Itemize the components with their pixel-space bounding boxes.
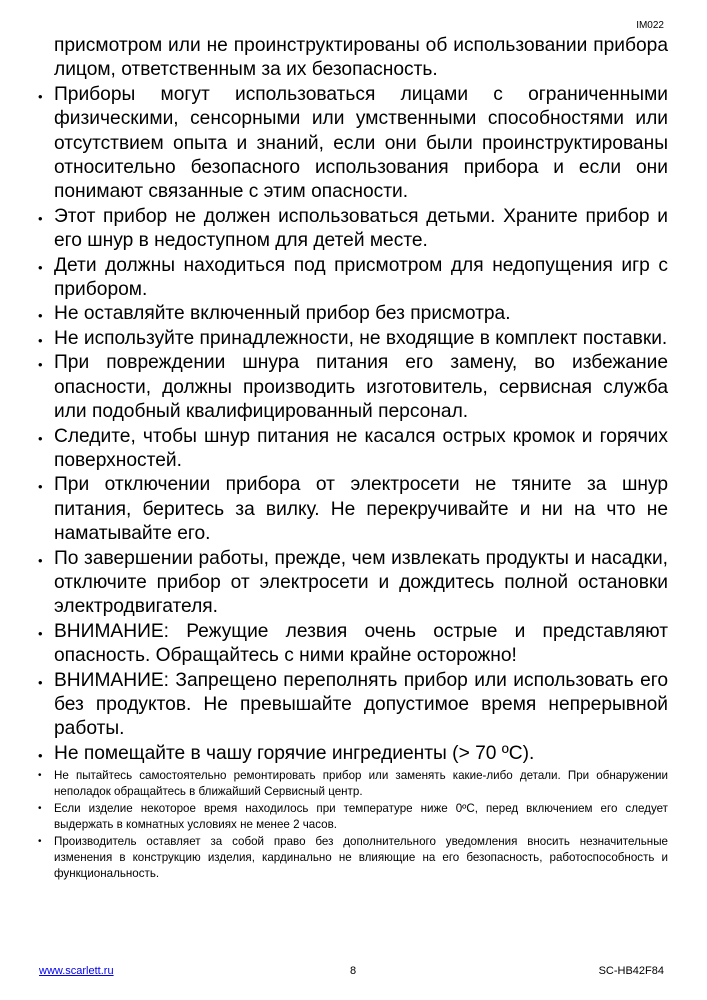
list-item-text: Не помещайте в чашу горячие ингредиенты (> 70 ºС). — [54, 742, 535, 764]
list-item-text: Не пытайтесь самостоятельно ремонтировать прибор или заменять какие-либо детали. При обнаружении неполадок обращайтесь в ближайший Сервисный центр. — [54, 769, 668, 799]
list-item — [38, 547, 668, 620]
bullet-icon: • — [38, 210, 43, 226]
bullet-icon: • — [38, 674, 43, 690]
list-item — [38, 83, 668, 205]
bullet-icon: • — [38, 479, 43, 495]
bullet-icon: • — [38, 88, 43, 104]
bullet-icon: • — [38, 430, 43, 446]
bullet-icon: • — [38, 552, 43, 568]
safety-instructions — [38, 34, 668, 883]
list-item-text: Приборы могут использоваться лицами с ограниченными физическими, сенсорными или умственными способностями или отсутствием опыта и знаний, если они были проинструктированы относительно безопасного использования прибора и если они понимают связанные с этим опасности. — [54, 83, 668, 203]
list-item — [38, 425, 668, 474]
list-item — [38, 620, 668, 669]
bullet-icon: • — [38, 259, 43, 275]
list-item — [38, 473, 668, 546]
model-number: SC-HB42F84 — [598, 965, 664, 977]
list-item — [38, 302, 668, 326]
bullet-icon: • — [38, 308, 43, 324]
list-item-text: При отключении прибора от электросети не тяните за шнур питания, беритесь за вилку. Не перекручивайте и ни на что не наматывайте его. — [54, 474, 668, 545]
list-item — [38, 254, 668, 303]
bullet-icon: • — [38, 332, 43, 348]
bullet-icon: • — [38, 836, 42, 848]
list-item — [38, 351, 668, 424]
list-item-text: Дети должны находиться под присмотром для недопущения игр с прибором. — [54, 254, 668, 301]
list-item — [38, 205, 668, 254]
page-number: 8 — [350, 965, 357, 977]
list-item — [38, 801, 668, 833]
list-item-text: Производитель оставляет за собой право без дополнительного уведомления вносить незначительные изменения в конструкцию изделия, кардинально не влияющие на его безопасность, работоспособность и функциональность. — [54, 835, 668, 881]
website-link[interactable]: www.scarlett.ru — [39, 965, 114, 977]
additional-notes-list — [38, 768, 668, 882]
bullet-icon: • — [38, 625, 43, 641]
list-item — [38, 742, 668, 766]
list-item — [38, 834, 668, 882]
bullet-icon: • — [38, 803, 42, 815]
list-item — [38, 327, 668, 351]
safety-list — [38, 83, 668, 766]
list-item-text: Следите, чтобы шнур питания не касался острых кромок и горячих поверхностей. — [54, 425, 668, 471]
list-item-text: При повреждении шнура питания его замену, во избежание опасности, должны производить изготовитель, сервисная служба или подобный квалифицированный персонал. — [54, 352, 668, 423]
list-item-text: По завершении работы, прежде, чем извлекать продукты и насадки, отключите прибор от электросети и дождитесь полной остановки электродвигателя. — [54, 547, 668, 618]
bullet-icon: • — [38, 770, 42, 782]
bullet-icon: • — [38, 747, 43, 763]
list-item-text: Этот прибор не должен использоваться детьми. Храните прибор и его шнур в недоступном для детей месте. — [54, 205, 668, 252]
continued-paragraph: присмотром или не проинструктированы об использовании прибора лицом, ответственным за их безопасность. — [54, 35, 668, 81]
list-item-text: ВНИМАНИЕ: Запрещено переполнять прибор или использовать его без продуктов. Не превышайте допустимое время непрерывной работы. — [54, 669, 668, 740]
page-footer — [39, 964, 664, 978]
list-item-text: ВНИМАНИЕ: Режущие лезвия очень острые и представляют опасность. Обращайтесь с ними крайне осторожно! — [54, 620, 668, 667]
list-item — [38, 669, 668, 742]
list-item — [38, 768, 668, 800]
list-item-text: Не используйте принадлежности, не входящие в комплект поставки. — [54, 327, 668, 349]
list-item-text: Если изделие некоторое время находилось при температуре ниже 0ºС, перед включением его следует выдержать в комнатных условиях не менее 2 часов. — [54, 802, 668, 832]
bullet-icon: • — [38, 357, 43, 373]
list-item-text: Не оставляйте включенный прибор без присмотра. — [54, 303, 511, 325]
document-code: IM022 — [636, 20, 664, 31]
